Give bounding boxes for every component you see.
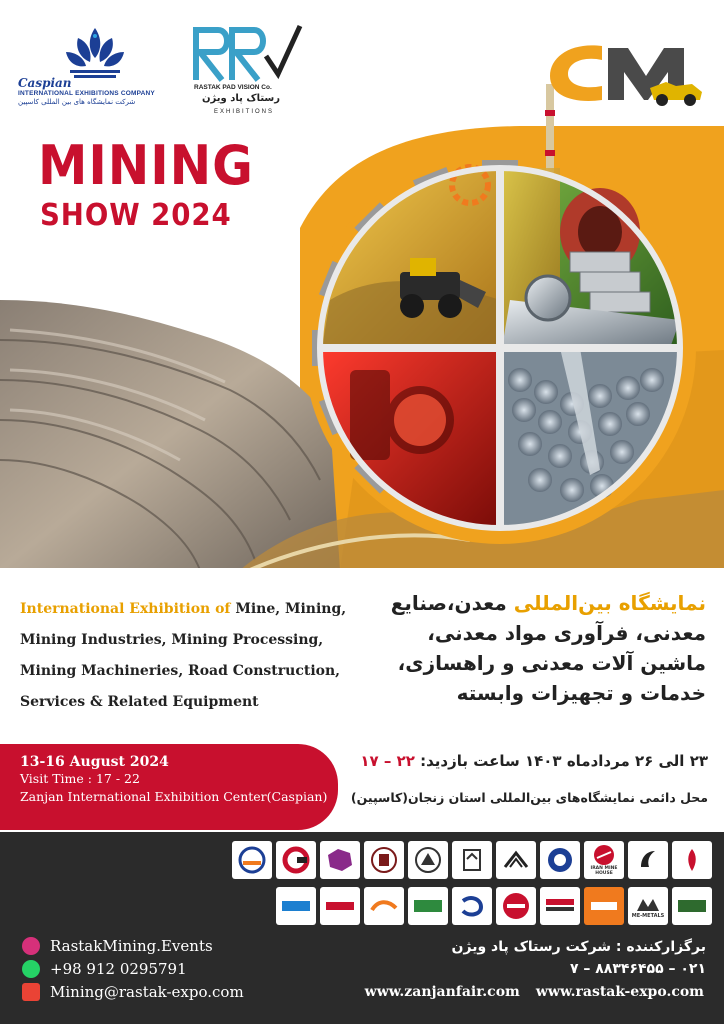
organizer-label: برگزارکننده : شرکت رستاک پاد ویژن <box>451 939 706 955</box>
rastak-monogram-icon <box>188 22 306 84</box>
sponsor-logo-21 <box>672 887 712 925</box>
sponsor-logo-8 <box>540 841 580 879</box>
cm-logo <box>542 38 710 108</box>
rastak-persian-name: رستاک پاد ویژن <box>202 93 280 104</box>
sponsor-logo-4 <box>364 841 404 879</box>
sponsor-logo-12 <box>276 887 316 925</box>
english-description-body: Mine, Mining, Mining Industries, Mining Processing, Mining Machineries, Road Construction, Services & Related Equipment <box>20 601 347 710</box>
rastak-exhibitions: EXHIBITIONS <box>214 109 275 115</box>
rastak-logo <box>188 22 306 120</box>
sponsor-logo-17 <box>496 887 536 925</box>
caspian-name: Caspian <box>18 76 72 90</box>
title-show-year: SHOW 2024 <box>40 198 232 233</box>
sponsor-logo-3 <box>320 841 360 879</box>
website-zanjanfair[interactable]: www.zanjanfair.com <box>364 984 520 1000</box>
caspian-persian-name: شرکت نمایشگاه های بین المللی کاسپین <box>18 98 136 106</box>
me-metals-label: ME-METALS <box>631 913 665 919</box>
persian-visit-hours: ۲۲ – ۱۷ <box>360 752 415 770</box>
sponsor-logo-13 <box>320 887 360 925</box>
sponsor-logo-7 <box>496 841 536 879</box>
persian-description <box>356 588 706 708</box>
sponsor-logo-2 <box>276 841 316 879</box>
persian-description-highlight: نمایشگاه بین‌المللی <box>513 591 706 615</box>
caspian-logo <box>18 24 188 114</box>
event-dates: 13-16 August 2024 <box>20 754 169 770</box>
event-venue: Zanjan International Exhibition Center(Caspian) <box>20 789 328 804</box>
event-info-box <box>0 744 338 830</box>
sponsor-logo-1 <box>232 841 272 879</box>
sponsor-me-metals <box>628 887 668 925</box>
caspian-subtitle: INTERNATIONAL EXHIBITIONS COMPANY <box>18 90 155 97</box>
iran-mine-house-label: IRAN MINE HOUSE <box>590 866 618 876</box>
instagram-icon <box>22 937 40 955</box>
event-visit-time: Visit Time : 17 - 22 <box>20 771 140 786</box>
whatsapp-icon <box>22 960 40 978</box>
english-description-highlight: International Exhibition of <box>20 601 236 617</box>
title-mining: MINING <box>38 134 254 197</box>
website-rastak[interactable]: www.rastak-expo.com <box>535 984 704 1000</box>
persian-dates-text: ۲۳ الی ۲۶ مردادماه ۱۴۰۳ ساعت بازدید: <box>414 752 708 770</box>
gmail-icon <box>22 983 40 1001</box>
persian-event-venue: محل دائمی نمایشگاه‌های بین‌المللی استان زنجان(کاسپین) <box>350 790 708 805</box>
sponsor-logos <box>232 841 706 927</box>
email-address[interactable]: Mining@rastak-expo.com <box>50 982 244 1001</box>
sponsor-logo-18 <box>540 887 580 925</box>
organizer-phone: ۰۲۱ – ۸۸۳۴۶۴۵۵ – ۷ <box>569 961 706 977</box>
sponsor-logo-15 <box>408 887 448 925</box>
rastak-company: RASTAK PAD VISION Co. <box>194 84 272 91</box>
persian-event-dates <box>360 752 708 770</box>
sponsor-logo-14 <box>364 887 404 925</box>
whatsapp-row[interactable] <box>22 957 244 980</box>
contact-info <box>22 934 244 1003</box>
persian-description-body: معدن،صنایع معدنی، فرآوری مواد معدنی، ماشین آلات معدنی و راهسازی، خدمات و تجهیزات وابسته <box>390 591 706 705</box>
sponsor-logo-16 <box>452 887 492 925</box>
websites <box>349 984 704 1000</box>
email-row[interactable] <box>22 980 244 1003</box>
instagram-handle[interactable]: RastakMining.Events <box>50 936 213 955</box>
instagram-row[interactable] <box>22 934 244 957</box>
caspian-flower-icon <box>60 24 130 82</box>
sponsor-logo-10 <box>628 841 668 879</box>
sponsor-logo-19 <box>584 887 624 925</box>
sponsor-logo-5 <box>408 841 448 879</box>
organizer-info <box>452 936 706 980</box>
whatsapp-number[interactable]: +98 912 0295791 <box>50 959 187 978</box>
sponsor-logo-6 <box>452 841 492 879</box>
sponsor-iran-mine-house <box>584 841 624 879</box>
sponsor-logo-11 <box>672 841 712 879</box>
english-description <box>20 594 350 718</box>
